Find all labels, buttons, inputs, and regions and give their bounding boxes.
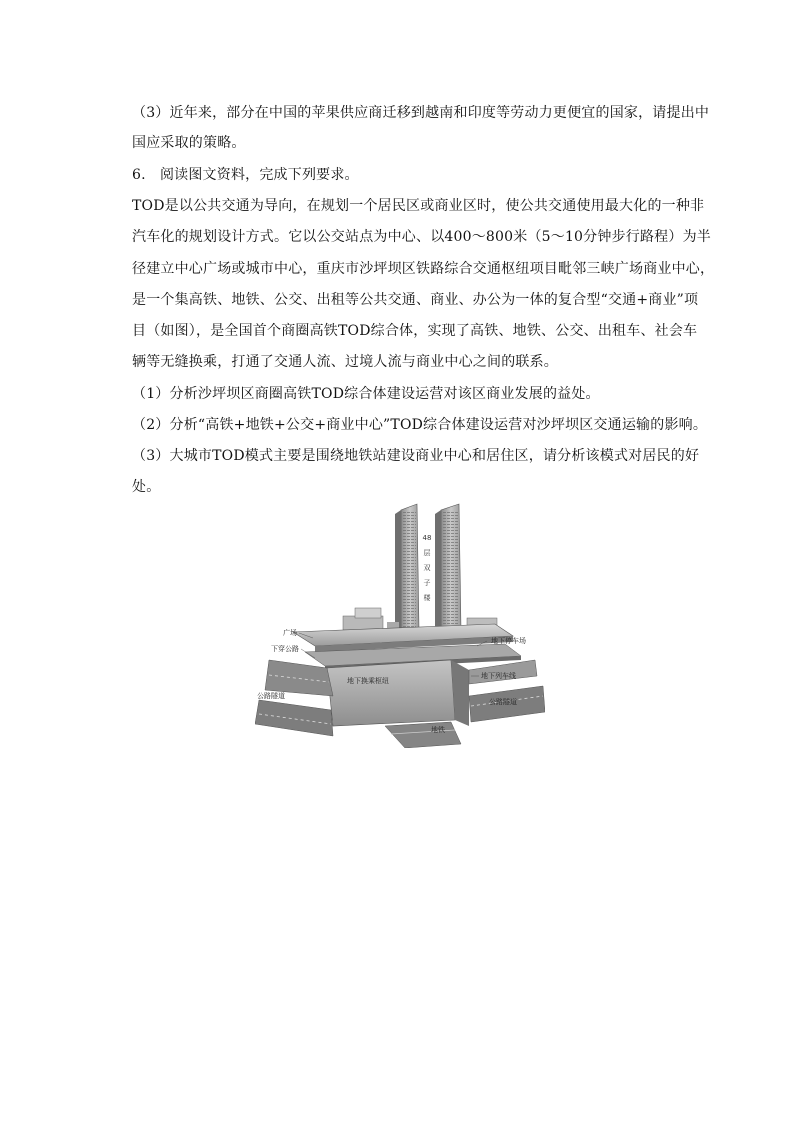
tower-label-char-5: 楼 xyxy=(423,594,431,602)
label-metro: 地铁 xyxy=(431,726,445,734)
tod-complex-illustration xyxy=(255,500,545,748)
tower-label-char-1: 48 xyxy=(422,534,432,542)
label-underground-rail: 地下列车线 xyxy=(481,672,516,680)
label-highway-tunnel-left: 公路隧道 xyxy=(257,692,285,700)
transfer-hub xyxy=(327,660,469,726)
material-paragraph-line-4: 是一个集高铁、地铁、公交、出租等公共交通、商业、办公为一体的复合型“交通+商业”项 xyxy=(132,292,699,308)
tower-label-char-2: 层 xyxy=(423,549,431,557)
material-paragraph-line-2: 汽车化的规划设计方式。它以公交站点为中心、以400～800米（5～10分钟步行路程）为半 xyxy=(132,229,711,245)
metro-line xyxy=(385,722,461,748)
sub-question-3-line-2: 处。 xyxy=(132,479,161,495)
material-paragraph-line-5: 目（如图），是全国首个商圈高铁TOD综合体，实现了高铁、地铁、公交、出租车、社会车 xyxy=(132,323,698,339)
question-3-line-2: 国应采取的策略。 xyxy=(132,135,246,151)
road-tunnel-left xyxy=(255,700,333,736)
material-paragraph-line-6: 辆等无缝换乘，打通了交通人流、过境人流与商业中心之间的联系。 xyxy=(132,354,558,370)
material-paragraph-line-3: 径建立中心广场或城市中心，重庆市沙坪坝区铁路综合交通枢纽项目毗邻三峡广场商业中心， xyxy=(132,261,715,277)
tower-label-char-3: 双 xyxy=(423,564,431,572)
label-underpass: 下穿公路 xyxy=(271,645,299,653)
twin-tower-left xyxy=(395,504,419,636)
sub-question-3-line-1: （3）大城市TOD模式主要是围绕地铁站建设商业中心和居住区，请分析该模式对居民的好 xyxy=(132,448,700,464)
label-parking: 地下停车场 xyxy=(491,637,526,645)
sub-question-2: （2）分析“高铁+地铁+公交+商业中心”TOD综合体建设运营对沙坪坝区交通运输的影响。 xyxy=(132,417,708,433)
twin-tower-right xyxy=(435,504,461,636)
label-highway-tunnel-right: 公路隧道 xyxy=(489,698,517,706)
question-3-line-1: （3）近年来，部分在中国的苹果供应商迁移到越南和印度等劳动力更便宜的国家，请提出中 xyxy=(132,105,710,121)
sub-question-1: （1）分析沙坪坝区商圈高铁TOD综合体建设运营对该区商业发展的益处。 xyxy=(132,386,600,402)
road-underpass-left xyxy=(265,660,333,696)
label-plaza: 广场 xyxy=(283,629,297,637)
question-6-heading: 6. 阅读图文资料，完成下列要求。 xyxy=(132,167,359,183)
material-paragraph-line-1: TOD是以公共交通为导向，在规划一个居民区或商业区时，使公共交通使用最大化的一种非 xyxy=(132,198,705,214)
tower-label-char-4: 子 xyxy=(423,579,431,587)
label-transfer-hub: 地下换乘枢纽 xyxy=(347,677,389,685)
